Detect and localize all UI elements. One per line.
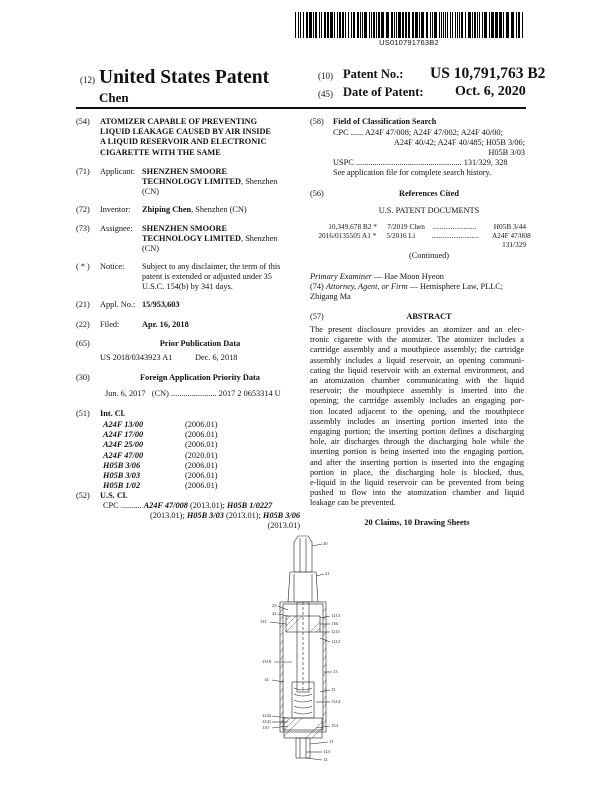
barcode-bar [360, 12, 361, 38]
barcode-bar [295, 12, 296, 38]
int-cl-version: (2006.01) [185, 420, 218, 429]
filed-value: Apr. 16, 2018 [142, 320, 189, 329]
figure-reference-label: 14 [264, 677, 269, 682]
int-cl-version: (2006.01) [185, 471, 218, 481]
title-line: LIQUID LEAKAGE CAUSED BY AIR INSIDE [100, 127, 271, 137]
code-71: (71) [76, 167, 90, 176]
int-cl-class: A24F 13/00 [103, 420, 144, 429]
appl-no-label: Appl. No.: [100, 300, 136, 309]
us-cl-line-1 [103, 501, 303, 511]
figure-reference-label: 12 [323, 757, 328, 762]
barcode-bar [450, 12, 451, 38]
reference-name: Chen [409, 222, 425, 231]
barcode-bar [386, 12, 389, 38]
barcode-bar [472, 12, 473, 38]
barcode-bar [522, 12, 523, 38]
barcode [295, 12, 523, 38]
barcode-bar [376, 12, 377, 38]
notice-line: U.S.C. 154(b) by 341 days. [142, 282, 233, 292]
barcode-bar [371, 12, 372, 38]
foreign-priority-row [105, 389, 301, 399]
filed-label: Filed: [100, 320, 120, 329]
barcode-bar [378, 12, 380, 38]
attorney-value-2: Zhigang Ma [310, 292, 351, 301]
barcode-bar [474, 12, 476, 38]
figure-reference-label: 1319 [262, 659, 272, 664]
field-search-cpc [333, 128, 525, 159]
claims-summary: 20 Claims, 10 Drawing Sheets [364, 518, 470, 527]
continued-note: (Continued) [408, 251, 450, 260]
barcode-bar [391, 12, 393, 38]
reference-name: Li [408, 231, 416, 240]
figure-reference-label: 136 [331, 621, 338, 626]
uspc-value: 131/329, 328 [463, 158, 508, 167]
priority-dots: ...................... [170, 389, 217, 398]
abstract-line: portion in place, the discharging hole is blocked, thus, [310, 467, 524, 477]
notice-line: Subject to any disclaimer, the term of this [142, 262, 281, 271]
notice-label: Notice: [100, 262, 125, 271]
applicant-value: SHENZHEN SMOORE TECHNOLOGY LIMITED, Shenzhen (CN) [142, 167, 302, 198]
barcode-bar [434, 12, 437, 38]
barcode-bar [321, 12, 322, 38]
barcode-bar [511, 12, 514, 38]
reference-class: H05B 3/44 [493, 222, 526, 231]
barcode-bar [394, 12, 395, 38]
code-58: (58) [310, 117, 324, 126]
abstract-line: reservoir; the mouthpiece assembly is inserted into the [310, 386, 524, 396]
figure-reference-label: 1314 [331, 699, 341, 704]
cpc-class: A24F 47/008 [143, 501, 188, 510]
cpc-line: H05B 3/03 [488, 148, 525, 158]
barcode-bar [503, 12, 504, 38]
reference-number: 10,349,678 B2 * [328, 222, 377, 231]
figure-reference-label: 1213 [331, 613, 341, 618]
code-74: (74) [310, 282, 324, 291]
barcode-bar [381, 12, 384, 38]
barcode-bar [468, 12, 471, 38]
int-cl-class: A24F 47/00 [103, 450, 144, 460]
int-cl-version: (2020.01) [185, 450, 218, 460]
patent-number: US 10,791,763 B2 [430, 65, 546, 82]
date-label: Date of Patent: [343, 85, 424, 99]
barcode-bar [313, 12, 314, 38]
figure-reference-label: 21 [325, 571, 330, 576]
us-cl-line-3: (2013.01) [267, 521, 300, 530]
int-cl-row [103, 430, 263, 440]
barcode-bar [443, 12, 444, 38]
uspc-label: USPC [333, 158, 354, 167]
code-30: (30) [76, 373, 90, 382]
barcode-bar [339, 12, 341, 38]
int-cl-class: H05B 3/03 [103, 471, 141, 481]
figure-reference-label: 1241 [262, 719, 272, 724]
barcode-bar [455, 12, 456, 38]
uspc-dots: ................................................... [355, 158, 462, 167]
barcode-bar [412, 12, 414, 38]
barcode-bar [362, 12, 363, 38]
int-cl-version: (2006.01) [185, 430, 218, 440]
figure-reference-label: 11 [329, 739, 334, 744]
code-57: (57) [310, 312, 324, 321]
figure-reference-label: 15 [331, 687, 336, 692]
code-65: (65) [76, 339, 90, 348]
us-cl-label: U.S. Cl. [100, 491, 128, 500]
barcode-bar [457, 12, 458, 38]
barcode-bar [303, 12, 304, 38]
barcode-bar [499, 12, 502, 38]
reference-date: 5/2016 [386, 231, 407, 240]
barcode-bar [408, 12, 410, 38]
patent-date: Oct. 6, 2020 [455, 84, 526, 99]
int-cl-row [103, 481, 263, 491]
figure-reference-label: 154 [331, 723, 338, 728]
assignee-label: Assignee: [100, 224, 133, 233]
int-cl-version: (2006.01) [185, 460, 218, 470]
patent-drawing-figure [250, 532, 360, 782]
barcode-bar [506, 12, 509, 38]
reference-dots: ........................ [432, 222, 477, 231]
barcode-bar [447, 12, 448, 38]
barcode-number: US010791763B2 [379, 38, 439, 47]
uspc-row [333, 158, 525, 168]
figure-reference-label: 1211 [331, 629, 341, 634]
barcode-bar [373, 12, 375, 38]
code-54: (54) [76, 117, 90, 126]
int-cl-version: (2006.01) [185, 440, 218, 450]
cpc-version: (2013.01); [149, 511, 187, 520]
primary-examiner [310, 272, 444, 282]
abstract-heading: ABSTRACT [406, 312, 452, 321]
barcode-bar [364, 12, 367, 38]
code-21: (21) [76, 300, 90, 309]
barcode-bar [330, 12, 333, 38]
appl-no-value: 15/953,603 [142, 300, 180, 309]
barcode-bar [489, 12, 490, 38]
code-51: (51) [76, 409, 90, 418]
us-patent-docs-heading: U.S. PATENT DOCUMENTS [378, 206, 480, 215]
code-72: (72) [76, 205, 90, 214]
barcode-bar [306, 12, 308, 38]
barcode-bar [426, 12, 428, 38]
code-52: (52) [76, 491, 90, 500]
barcode-bar [415, 12, 418, 38]
cpc-class: H05B 3/03 [186, 511, 224, 520]
int-cl-version: (2006.01) [185, 481, 218, 491]
see-application: See application file for complete search history. [333, 168, 492, 177]
priority-country: (CN) [151, 389, 169, 398]
attorney-row [310, 282, 503, 292]
reference-date: 7/2019 [387, 222, 408, 231]
abstract-line: an atomization chamber communicating with the liquid [310, 376, 524, 386]
barcode-bar [348, 12, 349, 38]
abstract-text [310, 325, 524, 509]
code-45: (45) [318, 89, 333, 99]
int-cl-class: H05B 1/02 [103, 481, 141, 491]
abstract-line: pushed to flow into the atomization chamber and liquid [310, 488, 524, 498]
title-line: A LIQUID RESERVOIR AND ELECTRONIC [100, 137, 267, 147]
abstract-line: leakage can be prevented. [310, 498, 396, 508]
reference-number: 2016/0135505 A1 * [318, 231, 377, 240]
code-12: (12) [80, 75, 95, 85]
barcode-bar [459, 12, 460, 38]
abstract-line: The present disclosure provides an atomizer and an elec- [310, 325, 524, 334]
figure-reference-label: 20 [323, 541, 328, 546]
attorney-label: Attorney, Agent, or Firm [325, 282, 408, 291]
figure-reference-label: 141 [260, 619, 267, 624]
barcode-bar [439, 12, 440, 38]
int-cl-row [103, 440, 263, 450]
priority-date: Jun. 6, 2017 [105, 389, 146, 398]
abstract-line: inserting portion is being inserted into the engaging portion, [310, 447, 524, 457]
abstract-line: opening; the cartridge assembly includes an engaging por- [310, 396, 524, 406]
abstract-line: assembly includes an inserting portion inserted into the [310, 416, 524, 426]
barcode-bar [345, 12, 346, 38]
abstract-line: cating the liquid reservoir with an external environment, and [310, 365, 524, 375]
barcode-bar [396, 12, 397, 38]
barcode-bar [398, 12, 401, 38]
field-search-label: Field of Classification Search [333, 117, 437, 126]
int-cl-row [103, 451, 263, 461]
abstract-line: and after the inserting portion is inserted into the engaging [310, 457, 524, 467]
abstract-line: e-liquid in the liquid reservoir can be prevented from being [310, 478, 524, 488]
reference-row [312, 231, 531, 240]
barcode-bar [327, 12, 329, 38]
header-rule [76, 107, 526, 109]
barcode-bar [452, 12, 453, 38]
barcode-bar [518, 12, 520, 38]
prior-pub-date: Dec. 6, 2018 [195, 353, 238, 362]
barcode-bar [342, 12, 344, 38]
barcode-bar [516, 12, 517, 38]
abstract-line: tion located adjacent to the opening, and the mouthpiece [310, 406, 524, 416]
figure-reference-label: 123 [323, 749, 330, 754]
applicant-label: Applicant: [100, 167, 136, 176]
code-22: (22) [76, 320, 90, 329]
notice-value [142, 262, 302, 293]
figure-reference-label: 22 [272, 611, 277, 616]
barcode-bar [484, 12, 487, 38]
barcode-bar [421, 12, 424, 38]
barcode-bar [324, 12, 326, 38]
barcode-bar [445, 12, 446, 38]
patent-no-label: Patent No.: [343, 67, 404, 81]
int-cl-row [103, 420, 263, 430]
barcode-bar [441, 12, 442, 38]
references-cited-label: References Cited [399, 189, 459, 198]
assignee-line: (CN) [142, 244, 160, 254]
applicant-line: (CN) [142, 187, 160, 197]
int-cl-table [103, 420, 263, 491]
barcode-bar [465, 12, 466, 38]
reference-class: A24F 47/008 [492, 231, 531, 240]
code-73: (73) [76, 224, 90, 233]
barcode-bar [353, 12, 355, 38]
barcode-bar [315, 12, 317, 38]
title-line: ATOMIZER CAPABLE OF PREVENTING [100, 117, 258, 126]
int-cl-class: H05B 3/06 [103, 460, 141, 470]
barcode-bar [477, 12, 478, 38]
int-cl-class: A24F 25/00 [103, 440, 144, 450]
barcode-bar [491, 12, 494, 38]
inventor-label: Inventor: [100, 205, 131, 214]
barcode-bar [419, 12, 420, 38]
examiner-label: Primary Examiner [310, 272, 372, 281]
priority-number: 2017 2 0653314 U [218, 389, 281, 398]
barcode-bar [495, 12, 498, 38]
inventor-name: Zhiping Chen [142, 205, 192, 214]
barcode-bar [334, 12, 335, 38]
barcode-bar [351, 12, 352, 38]
foreign-priority-heading: Foreign Application Priority Data [140, 373, 260, 382]
barcode-bar [300, 12, 301, 38]
inventor-location: , Shenzhen (CN) [191, 205, 247, 214]
barcode-bar [482, 12, 483, 38]
prior-pub-heading: Prior Publication Data [159, 339, 241, 348]
code-56: (56) [310, 189, 324, 198]
int-cl-row [103, 461, 263, 471]
barcode-bar [432, 12, 433, 38]
cpc-version: (2013.01); [223, 511, 263, 520]
us-cl-line-2 [100, 511, 300, 521]
int-cl-row [103, 471, 263, 481]
code-notice: ( * ) [76, 262, 90, 271]
barcode-bar [479, 12, 480, 38]
figure-reference-label: 110 [262, 725, 269, 730]
barcode-bar [369, 12, 370, 38]
assignee-value: SHENZHEN SMOORE TECHNOLOGY LIMITED, Shenzhen (CN) [142, 224, 302, 255]
cpc-class: H05B 3/06 [262, 511, 300, 520]
inventor-short: Chen [99, 90, 129, 105]
abstract-line: engaging portion; the inserting portion defines a discharging [310, 427, 524, 437]
barcode-bar [319, 12, 320, 38]
notice-line: patent is extended or adjusted under 35 [142, 272, 272, 282]
assignee-line: SHENZHEN SMOORE [142, 224, 228, 233]
barcode-bar [405, 12, 407, 38]
barcode-bar [357, 12, 359, 38]
figure-reference-label: 13 [333, 669, 338, 674]
barcode-bar [461, 12, 463, 38]
prior-pub-number: US 2018/0343923 A1 [100, 353, 173, 362]
examiner-name: — Hae Moon Hyeon [371, 272, 444, 281]
applicant-line: SHENZHEN SMOORE [142, 167, 228, 176]
title-line: CIGARETTE WITH THE SAME [100, 147, 221, 157]
barcode-bar [337, 12, 338, 38]
cpc-version: (2013.01); [187, 501, 227, 510]
int-cl-class: A24F 17/00 [103, 430, 144, 440]
abstract-line: tronic cigarette with the atomizer. The atomizer includes a [310, 335, 524, 345]
reference-continuation: 131/329 [502, 240, 526, 249]
invention-title [100, 117, 300, 158]
reference-dots: .......................... [431, 231, 479, 240]
figure-reference-label: 1212 [331, 639, 341, 644]
cpc-class: H05B 1/0227 [226, 501, 273, 510]
cpc-line: CPC ...... A24F 47/008; A24F 47/002; A24F 40/00; [333, 128, 503, 137]
int-cl-label: Int. Cl. [100, 409, 126, 418]
cpc-label: CPC [103, 501, 119, 510]
references-table [312, 222, 531, 249]
barcode-bar [430, 12, 431, 38]
inventor-value [142, 205, 247, 215]
abstract-line: assembly includes a liquid reservoir, an opening communi- [310, 355, 524, 365]
reference-row [312, 222, 526, 231]
cpc-line: A24F 40/42; A24F 40/485; H05B 3/06; [393, 138, 525, 148]
cpc-dots: .......... [120, 501, 142, 510]
abstract-line: hole, air discharges through the discharging hole while the [310, 437, 524, 447]
figure-reference-label: 1242 [262, 713, 272, 718]
barcode-bar [402, 12, 404, 38]
figure-reference-label: 23 [272, 603, 277, 608]
attorney-value: — Hemisphere Law, PLLC; [407, 282, 504, 291]
code-10: (10) [318, 71, 333, 81]
document-title: United States Patent [99, 67, 270, 88]
abstract-line: cartridge assembly and a mouthpiece assembly; the cartridge [310, 345, 524, 355]
barcode-bar [298, 12, 299, 38]
barcode-bar [309, 12, 312, 38]
